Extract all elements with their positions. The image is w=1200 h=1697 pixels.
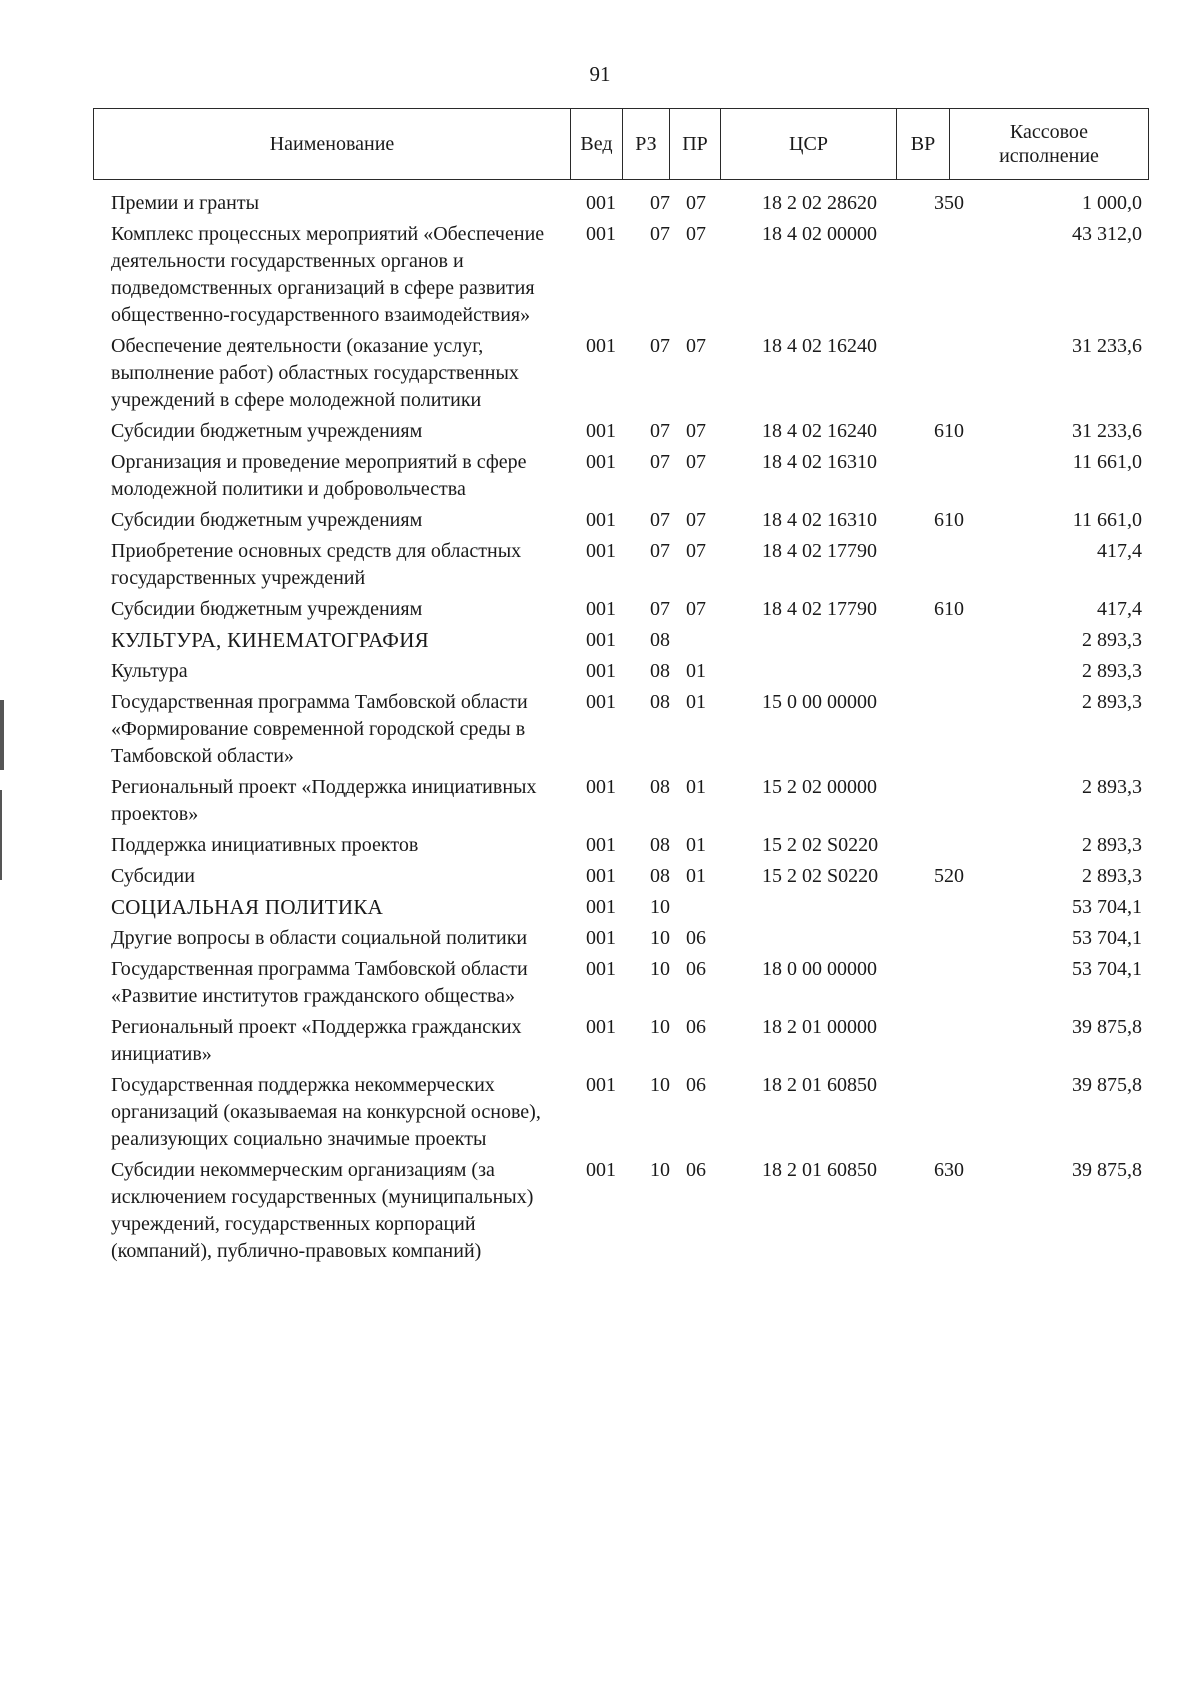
row-csr: 18 4 02 00000 [762,223,877,245]
row-amount: 53 704,1 [1072,927,1142,949]
row-ved: 001 [586,335,616,357]
row-name: Региональный проект «Поддержка инициативных проектов» [111,776,537,825]
row-ved: 001 [586,927,616,949]
table-row [0,774,1200,832]
row-csr: 18 4 02 16240 [762,335,877,357]
row-rz: 10 [650,896,670,918]
row-pr: 01 [686,865,706,887]
row-rz: 08 [650,660,670,682]
row-name: Субсидии бюджетным учреждениям [111,598,423,620]
row-rz: 07 [650,509,670,531]
row-name: Приобретение основных средств для областных государственных учреждений [111,540,522,589]
row-csr: 18 2 02 28620 [762,192,877,214]
row-ved: 001 [586,509,616,531]
table-header [93,108,1149,180]
table-row [0,863,1200,894]
row-amount: 11 661,0 [1072,509,1142,531]
header-pr: ПР [670,109,721,180]
row-name: Субсидии [111,865,195,887]
row-pr: 06 [686,1159,706,1181]
row-rz: 07 [650,192,670,214]
row-csr: 18 2 01 60850 [762,1159,877,1181]
row-csr: 15 2 02 S0220 [762,834,879,856]
table-row [0,1157,1200,1269]
row-rz: 10 [650,1074,670,1096]
row-rz: 10 [650,1016,670,1038]
row-name: Обеспечение деятельности (оказание услуг, выполнение работ) областных государственных учреждений в сфере молодежной политики [111,335,519,411]
scan-edge-mark [0,790,2,880]
row-ved: 001 [586,896,616,918]
row-csr: 18 4 02 16240 [762,420,877,442]
row-pr: 01 [686,660,706,682]
row-pr: 06 [686,1074,706,1096]
row-csr: 15 0 00 00000 [762,691,877,713]
row-rz: 07 [650,451,670,473]
row-vr: 610 [934,598,964,620]
row-name: Организация и проведение мероприятий в сфере молодежной политики и добровольчества [111,451,527,500]
row-rz: 07 [650,420,670,442]
row-name: Субсидии бюджетным учреждениям [111,420,423,442]
row-amount: 53 704,1 [1072,958,1142,980]
row-rz: 08 [650,834,670,856]
row-rz: 10 [650,958,670,980]
table-row [0,1014,1200,1072]
row-ved: 001 [586,1159,616,1181]
table-row [0,894,1200,925]
row-ved: 001 [586,865,616,887]
table-body [0,190,1200,1269]
row-amount: 2 893,3 [1082,776,1142,798]
row-amount: 2 893,3 [1082,691,1142,713]
scan-edge-mark [0,700,4,770]
row-vr: 350 [934,192,964,214]
row-name: Культура [111,660,188,682]
row-pr: 07 [686,420,706,442]
table-row [0,538,1200,596]
row-csr: 18 0 00 00000 [762,958,877,980]
row-amount: 39 875,8 [1072,1159,1142,1181]
row-pr: 07 [686,598,706,620]
header-csr: ЦСР [721,109,897,180]
row-csr: 18 4 02 16310 [762,509,877,531]
row-rz: 07 [650,335,670,357]
row-amount: 417,4 [1097,598,1142,620]
row-ved: 001 [586,451,616,473]
row-ved: 001 [586,660,616,682]
row-name: Поддержка инициативных проектов [111,834,419,856]
row-vr: 630 [934,1159,964,1181]
row-amount: 2 893,3 [1082,834,1142,856]
table-row [0,1072,1200,1157]
row-amount: 2 893,3 [1082,660,1142,682]
row-rz: 07 [650,540,670,562]
row-vr: 520 [934,865,964,887]
table-row [0,418,1200,449]
row-pr: 01 [686,834,706,856]
table-row [0,449,1200,507]
row-csr: 15 2 02 S0220 [762,865,879,887]
row-amount: 39 875,8 [1072,1074,1142,1096]
row-pr: 06 [686,927,706,949]
row-ved: 001 [586,192,616,214]
row-amount: 31 233,6 [1072,420,1142,442]
row-name: Государственная программа Тамбовской области «Развитие институтов гражданского общества» [111,958,528,1007]
table-row [0,689,1200,774]
row-rz: 07 [650,598,670,620]
row-csr: 18 2 01 00000 [762,1016,877,1038]
header-amount [950,109,1149,180]
row-ved: 001 [586,958,616,980]
row-pr: 07 [686,451,706,473]
row-amount: 39 875,8 [1072,1016,1142,1038]
header-name: Наименование [94,109,571,180]
row-amount: 31 233,6 [1072,335,1142,357]
row-pr: 01 [686,691,706,713]
row-name: Региональный проект «Поддержка гражданских инициатив» [111,1016,522,1065]
row-pr: 06 [686,958,706,980]
row-name: СОЦИАЛЬНАЯ ПОЛИТИКА [111,895,384,919]
row-rz: 08 [650,776,670,798]
row-csr: 18 4 02 16310 [762,451,877,473]
row-pr: 01 [686,776,706,798]
row-name: Государственная поддержка некоммерческих организаций (оказываемая на конкурсной основе), реализующих социально значимые проекты [111,1074,541,1150]
row-pr: 07 [686,192,706,214]
header-rz: РЗ [623,109,670,180]
row-ved: 001 [586,629,616,651]
row-amount: 53 704,1 [1072,896,1142,918]
page-number: 91 [589,62,611,86]
row-ved: 001 [586,776,616,798]
header-amount-line2: исполнение [999,145,1099,167]
table-row [0,832,1200,863]
row-rz: 07 [650,223,670,245]
row-csr: 18 4 02 17790 [762,540,877,562]
row-rz: 08 [650,865,670,887]
row-pr: 07 [686,223,706,245]
row-rz: 10 [650,1159,670,1181]
header-vr: ВР [897,109,950,180]
row-amount: 1 000,0 [1082,192,1142,214]
row-pr: 07 [686,509,706,531]
row-ved: 001 [586,1074,616,1096]
row-name: Субсидии бюджетным учреждениям [111,509,423,531]
table-row [0,221,1200,333]
row-ved: 001 [586,598,616,620]
row-name: Премии и гранты [111,192,260,214]
row-amount: 2 893,3 [1082,629,1142,651]
row-ved: 001 [586,223,616,245]
row-csr: 18 4 02 17790 [762,598,877,620]
row-name: КУЛЬТУРА, КИНЕМАТОГРАФИЯ [111,628,429,652]
table-row [0,956,1200,1014]
row-csr: 15 2 02 00000 [762,776,877,798]
row-name: Другие вопросы в области социальной политики [111,927,528,949]
row-ved: 001 [586,1016,616,1038]
row-pr: 06 [686,1016,706,1038]
row-name: Комплекс процессных мероприятий «Обеспечение деятельности государственных органов и подведомственных организаций в сфере развития общественно-государственного взаимодействия» [111,223,545,326]
row-ved: 001 [586,540,616,562]
row-csr: 18 2 01 60850 [762,1074,877,1096]
table-row [0,190,1200,221]
row-name: Субсидии некоммерческим организациям (за исключением государственных (муниципальных) учреждений, государственных корпораций (компаний), публично-правовых компаний) [111,1159,534,1262]
row-rz: 08 [650,691,670,713]
table-row [0,925,1200,956]
row-amount: 11 661,0 [1072,451,1142,473]
row-amount: 2 893,3 [1082,865,1142,887]
row-amount: 417,4 [1097,540,1142,562]
row-pr: 07 [686,540,706,562]
header-amount-line1: Кассовое [1009,121,1089,143]
header-ved: Вед [571,109,623,180]
row-vr: 610 [934,420,964,442]
row-ved: 001 [586,691,616,713]
row-rz: 10 [650,927,670,949]
row-amount: 43 312,0 [1072,223,1142,245]
table-row [0,658,1200,689]
table-row [0,507,1200,538]
table-row [0,627,1200,658]
table-row [0,596,1200,627]
row-name: Государственная программа Тамбовской области «Формирование современной городской среды в Тамбовской области» [111,691,528,767]
row-rz: 08 [650,629,670,651]
row-pr: 07 [686,335,706,357]
row-vr: 610 [934,509,964,531]
row-ved: 001 [586,834,616,856]
table-row [0,333,1200,418]
row-ved: 001 [586,420,616,442]
